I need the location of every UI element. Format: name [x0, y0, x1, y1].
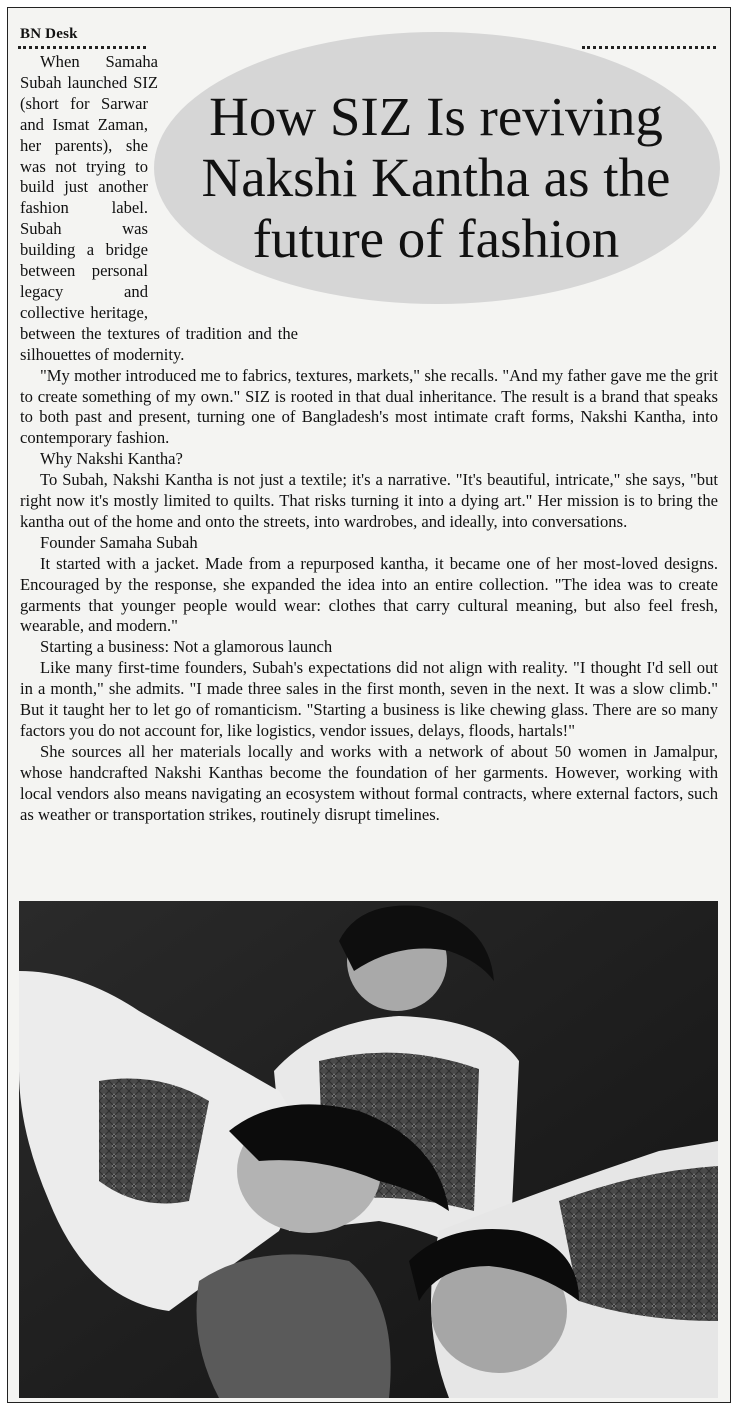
article-photo — [19, 901, 718, 1398]
photo-models-illustration — [19, 901, 718, 1398]
paragraph-narrative: To Subah, Nakshi Kantha is not just a textile; it's a narrative. "It's beautiful, intricate," she says, "but right now it's mostly limited to quilts. That risks turning it into a dying art." Her mission is to bring the kantha out of the home and onto the streets, into wardrobes, and ideally, into conversations. — [20, 470, 718, 531]
byline: BN Desk — [20, 26, 78, 42]
paragraph-jacket: It started with a jacket. Made from a repurposed kantha, it became one of her most-loved designs. Encouraged by the response, she expanded the idea into an entire collection. "The idea was to create garments that younger people would wear: clothes that carry cultural meaning, but also feel fresh, wearable, and modern." — [20, 553, 718, 636]
subhead-why-nakshi-kantha: Why Nakshi Kantha? — [40, 449, 183, 469]
subhead-starting-business: Starting a business: Not a glamorous launch — [40, 637, 333, 657]
dotted-rule-left — [18, 46, 146, 49]
article-frame — [7, 7, 731, 1403]
headline: How SIZ Is reviving Nakshi Kantha as the future of fashion — [201, 86, 671, 269]
photo-caption-founder: Founder Samaha Subah — [40, 532, 198, 552]
paragraph-quote-parents: "My mother introduced me to fabrics, textures, markets," she recalls. "And my father gave me the grit to create something of my own." SIZ is rooted in that dual inheritance. The result is a brand that speaks to both past and present, turning one of Bangladesh's most intimate craft forms, Nakshi Kantha, into contemporary fashion. — [20, 365, 718, 448]
dotted-rule-right — [582, 46, 716, 49]
paragraph-intro: When Samaha Subah launched SIZ (short for Sarwar and Ismat Zaman, her parents), she was not trying to build just another fashion label. Subah was building a bridge between personal legacy and collective heritage, between the textures of tradition and the silhouettes of modernity. — [20, 52, 298, 364]
paragraph-sourcing: She sources all her materials locally and works with a network of about 50 women in Jamalpur, whose handcrafted Nakshi Kanthas become the foundation of her garments. However, working with local vendors also means navigating an ecosystem without formal contracts, where external factors, such as weather or transportation strikes, routinely disrupt timelines. — [20, 741, 718, 824]
article-body — [20, 52, 718, 826]
paragraph-expectations: Like many first-time founders, Subah's expectations did not align with reality. "I thought I'd sell out in a month," she admits. "I made three sales in the first month, seven in the next. It was a slow climb." But it taught her to let go of romanticism. "Starting a business is like chewing glass. There are so many factors you do not account for, like logistics, vendor issues, delays, floods, hartals!" — [20, 658, 718, 740]
